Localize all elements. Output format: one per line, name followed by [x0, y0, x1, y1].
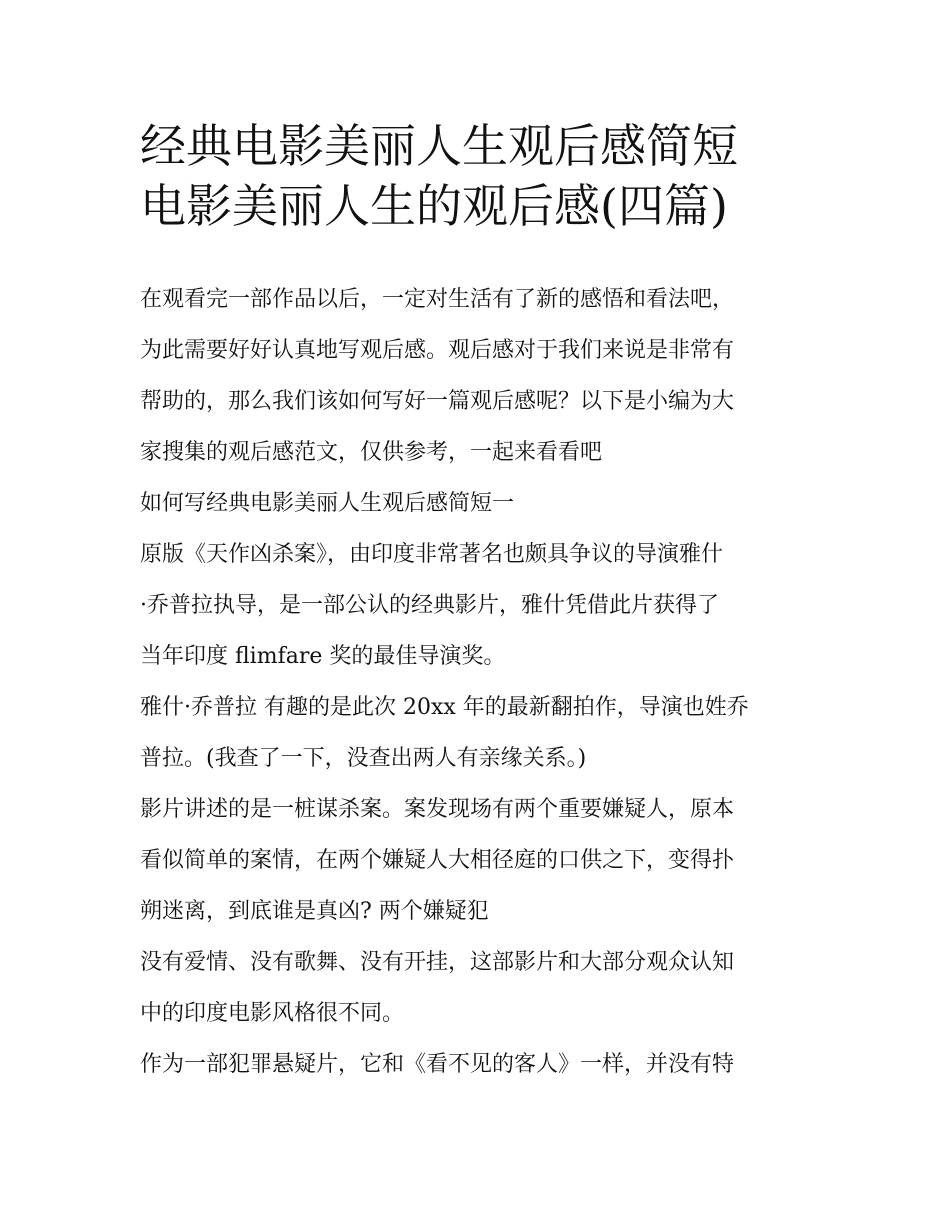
document-body [140, 274, 830, 1090]
body-line-12: 看似简单的案情，在两个嫌疑人大相径庭的口供之下，变得扑 [140, 848, 735, 873]
body-line-11: 影片讲述的是一桩谋杀案。案发现场有两个重要嫌疑人，原本 [140, 797, 735, 822]
body-line-14: 没有爱情、没有歌舞、没有开挂，这部影片和大部分观众认知 [140, 950, 735, 975]
body-line-15: 中的印度电影风格很不同。 [140, 1001, 405, 1026]
body-line-2: 为此需要好好认真地写观后感。观后感对于我们来说是非常有 [140, 338, 735, 363]
body-line-6: 原版《天作凶杀案》，由印度非常著名也颇具争议的导演雅什 [140, 542, 724, 567]
title-line-2: 电影美丽人生的观后感(四篇) [140, 179, 728, 233]
body-line-3: 帮助的，那么我们该如何写好一篇观后感呢？以下是小编为大 [140, 389, 735, 414]
body-line-8: 当年印度 flimfare 奖的最佳导演奖。 [140, 644, 506, 669]
body-line-16: 作为一部犯罪悬疑片，它和《看不见的客人》一样，并没有特 [140, 1052, 735, 1077]
body-line-9: 雅什·乔普拉 有趣的是此次 20xx 年的最新翻拍作，导演也姓乔 [140, 695, 749, 720]
body-line-4: 家搜集的观后感范文，仅供参考，一起来看看吧 [140, 440, 603, 465]
body-line-10: 普拉。(我查了一下，没查出两人有亲缘关系。) [140, 746, 587, 771]
body-line-1: 在观看完一部作品以后，一定对生活有了新的感悟和看法吧， [140, 287, 735, 312]
body-line-7: ·乔普拉执导，是一部公认的经典影片，雅什凭借此片获得了 [140, 593, 719, 618]
title-line-1: 经典电影美丽人生观后感简短 [140, 119, 738, 173]
section-heading: 如何写经典电影美丽人生观后感简短一 [140, 491, 515, 516]
body-line-13: 朔迷离，到底谁是真凶? 两个嫌疑犯 [140, 899, 489, 924]
document-title [140, 116, 830, 236]
